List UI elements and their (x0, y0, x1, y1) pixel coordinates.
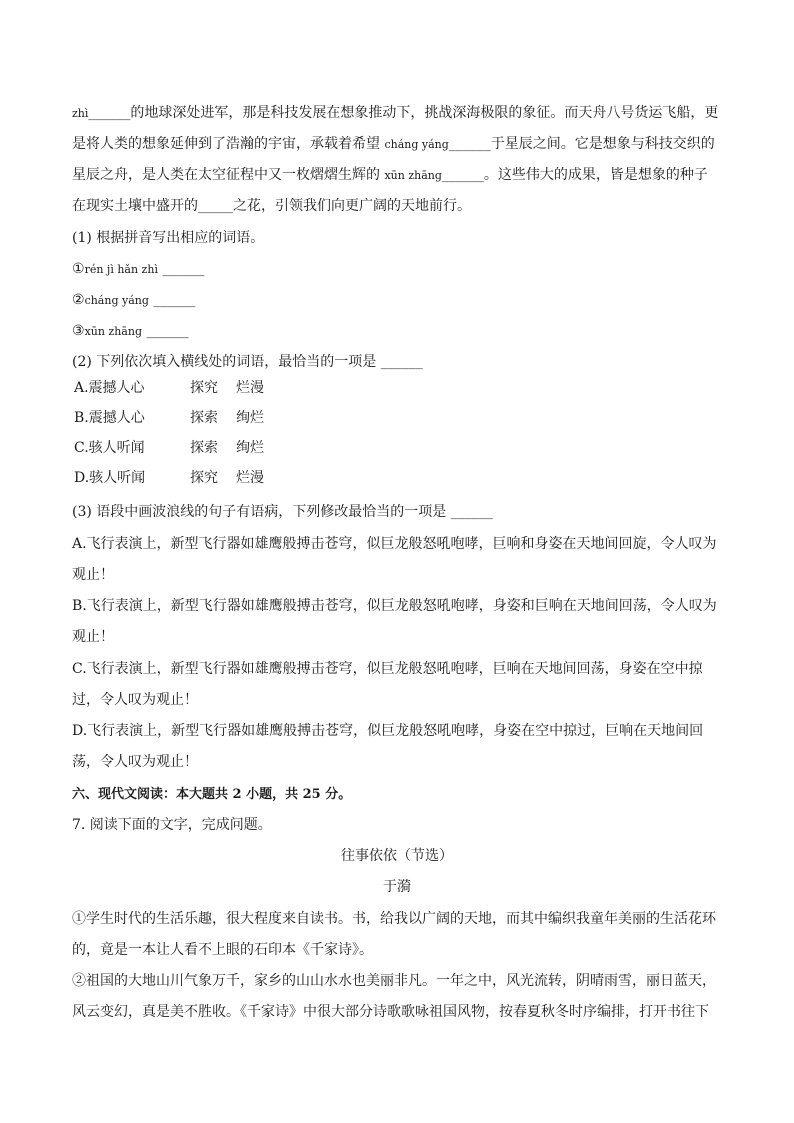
option-word-1: C.骇人听闻 (74, 440, 145, 456)
q3-option-c-line-2: 过，令人叹为观止！ (72, 692, 198, 708)
q2-option-b (74, 409, 264, 427)
option-word-3: 绚烂 (236, 440, 264, 456)
q2-option-c (74, 439, 264, 457)
option-word-3: 绚烂 (236, 410, 264, 426)
question-text: (3) 语段中画波浪线的句子有语病，下列修改最恰当的一项是 (72, 504, 451, 520)
q3-option-d-line-1: D.飞行表演上，新型飞行器如雄鹰般搏击苍穹，似巨龙般怒吼咆哮，身姿在空中掠过，巨响在天地间回 (72, 723, 704, 739)
article-paragraph-2-line-1: ②祖国的大地山川气象万千，家乡的山山水水也美丽非凡。一年之中，风光流转，阴晴雨雪，丽日蓝天， (72, 973, 716, 989)
passage-line-2 (72, 135, 715, 154)
article-title: 往事依依（节选） (341, 848, 453, 864)
q3-option-a-line-1: A.飞行表演上，新型飞行器如雄鹰般搏击苍穹，似巨龙般怒吼咆哮，巨响和身姿在天地间回旋，令人叹为 (72, 536, 717, 552)
article-paragraph-1-line-1: ①学生时代的生活乐趣，很大程度来自读书。书，给我以广阔的天地，而其中编织我童年美丽的生活花环 (72, 911, 716, 927)
answer-blank: ______ (380, 354, 423, 370)
passage-line-3 (72, 166, 708, 185)
passage-text: 于星辰之间。它是想象与科技交织的 (490, 136, 715, 152)
article-paragraph-2-line-2: 风云变幻，真是美不胜收。《千家诗》中很大部分诗歌歌咏祖国风物，按春夏秋冬时序编排，打开书往下 (72, 1004, 709, 1020)
option-word-1: D.骇人听闻 (74, 470, 146, 486)
q1-item-1 (72, 260, 204, 279)
pinyin-xunzhang: xūn zhāng (384, 169, 442, 182)
pinyin-changyang: cháng yáng (384, 138, 449, 151)
blank: ______ (441, 167, 484, 183)
blank: _____ (198, 198, 233, 214)
q3-option-a-line-2: 观止！ (72, 567, 114, 583)
passage-line-4 (72, 197, 471, 215)
q1-stem: (1) 根据拼音写出相应的词语。 (72, 230, 265, 246)
option-word-3: 烂漫 (236, 470, 264, 486)
answer-blank: ______ (146, 323, 189, 339)
question-text: (2) 下列依次填入横线处的词语，最恰当的一项是 (72, 354, 381, 370)
item-pinyin: cháng yáng (84, 294, 149, 307)
q3-option-b-line-1: B.飞行表演上，新型飞行器如雄鹰般搏击苍穹，似巨龙般怒吼咆哮，身姿和巨响在天地间回荡，令人叹为 (72, 598, 717, 614)
passage-text: 在现实土壤中盛开的 (72, 198, 198, 214)
answer-blank: ______ (153, 292, 196, 308)
answer-blank: ______ (450, 504, 493, 520)
q2-option-a (74, 379, 264, 397)
section-heading: 六、现代文阅读：本大题共 2 小题，共 25 分。 (72, 787, 352, 802)
article-paragraph-1-line-2: 的，竟是一本让人看不上眼的石印本《千家诗》。 (72, 942, 373, 958)
item-pinyin: rén jì hǎn zhì (84, 263, 158, 276)
q3-option-d-line-2: 荡，令人叹为观止！ (72, 754, 198, 770)
q7-stem: 7. 阅读下面的文字，完成问题。 (72, 817, 272, 833)
option-word-1: A.震撼人心 (74, 380, 145, 396)
q1-item-3 (72, 322, 188, 341)
option-word-2: 探索 (190, 440, 218, 456)
passage-text: 是将人类的想象延伸到了浩瀚的宇宙，承载着希望 (72, 136, 385, 152)
passage-text: 星辰之舟，是人类在太空征程中又一枚熠熠生辉的 (72, 167, 385, 183)
q2-stem (72, 353, 423, 371)
answer-blank: ______ (162, 261, 205, 277)
item-mark: ③ (72, 323, 85, 339)
blank: ______ (88, 105, 131, 121)
passage-text: 之花，引领我们向更广阔的天地前行。 (233, 198, 471, 214)
item-mark: ① (72, 261, 85, 277)
option-word-1: B.震撼人心 (74, 410, 145, 426)
passage-text: 的地球深处进军，那是科技发展在想象推动下，挑战深海极限的象征。而天舟八号货运飞船，更 (130, 105, 719, 121)
article-author: 于漪 (383, 879, 411, 895)
option-word-2: 探究 (190, 470, 218, 486)
q2-option-d (74, 469, 264, 487)
q1-item-2 (72, 291, 195, 310)
blank: ______ (448, 136, 491, 152)
passage-line-1 (72, 104, 718, 123)
option-word-2: 探索 (190, 410, 218, 426)
pinyin-zhi: zhì (72, 107, 89, 120)
option-word-2: 探究 (190, 380, 218, 396)
passage-text: 。这些伟大的成果，皆是想象的种子 (483, 167, 708, 183)
q3-option-c-line-1: C.飞行表演上，新型飞行器如雄鹰般搏击苍穹，似巨龙般怒吼咆哮，巨响在天地间回荡，身姿在空中掠 (72, 661, 703, 677)
option-word-3: 烂漫 (236, 380, 264, 396)
q3-option-b-line-2: 观止！ (72, 629, 114, 645)
item-mark: ② (72, 292, 85, 308)
item-pinyin: xūn zhāng (84, 325, 142, 338)
q3-stem (72, 503, 493, 521)
